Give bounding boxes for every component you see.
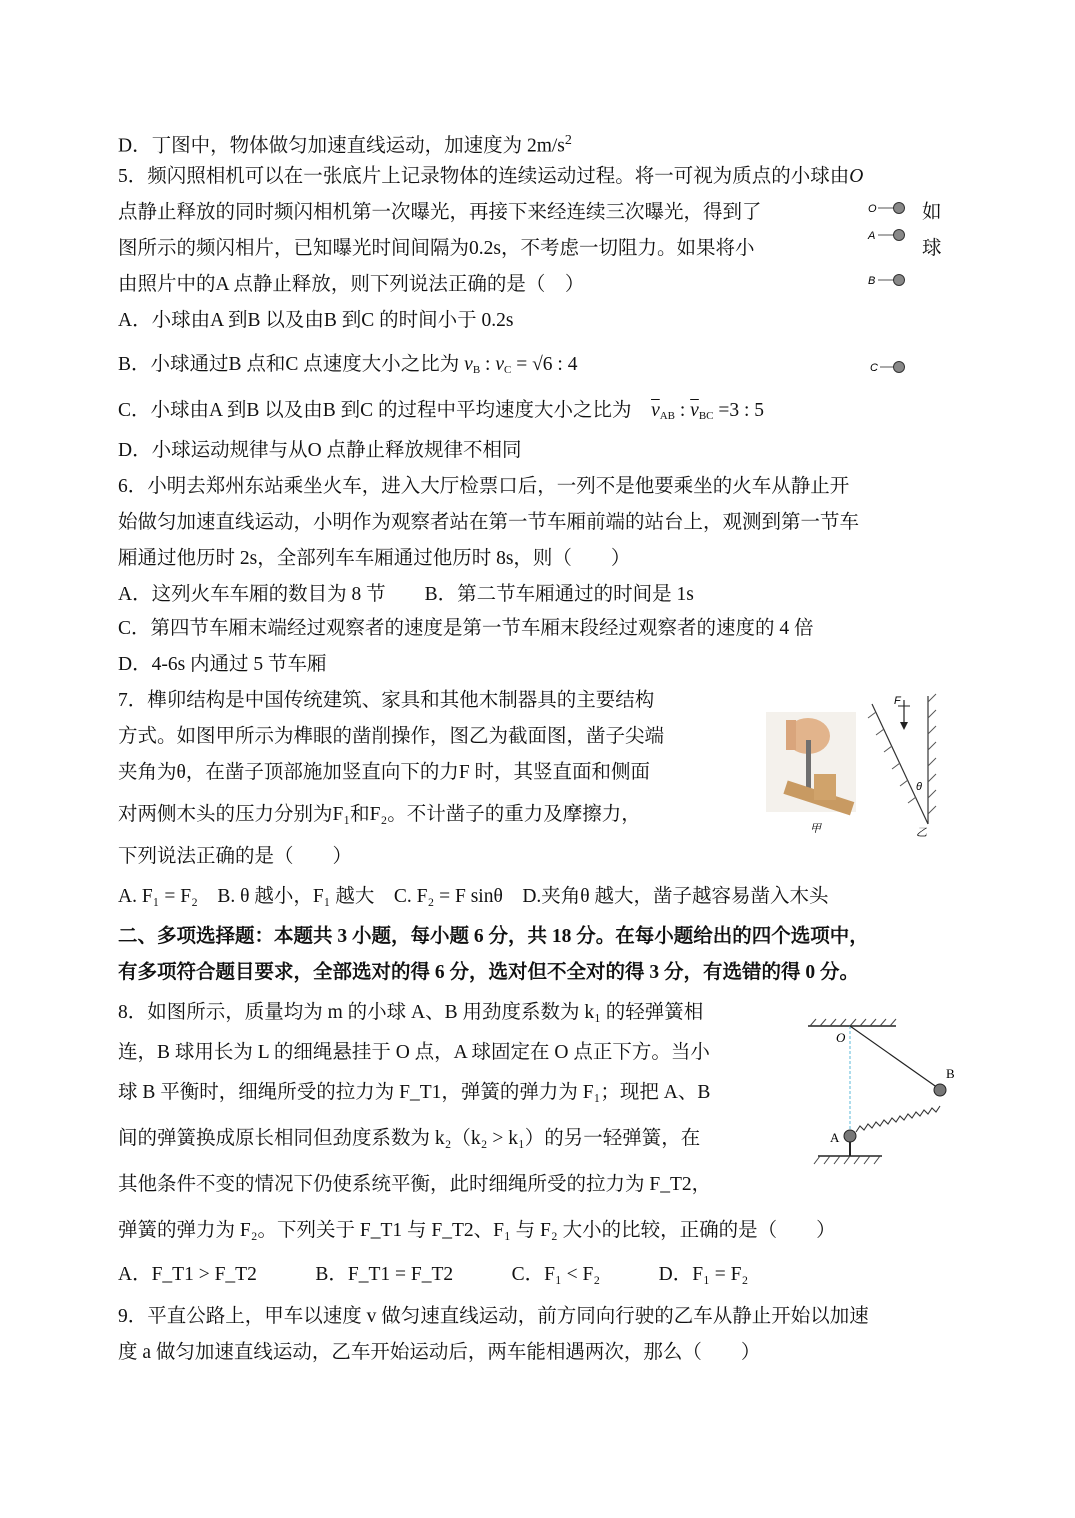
section2-heading-line-2: 有多项符合题目要求，全部选对的得 6 分，选对但不全对的得 3 分，有选错的得 0 分。 [118,962,860,983]
chisel-photo-figure [766,712,862,836]
svg-text:甲: 甲 [810,823,821,835]
q7-line-1: 7．榫卯结构是中国传统建筑、家具和其他木制器具的主要结构 [118,690,655,711]
q8-line-6: 弹簧的弹力为 F₂。下列关于 F_T1 与 F_T2、F₁ 与 F₂ 大小的比较，正确的是（ ） [118,1220,836,1241]
ball-a [844,1130,856,1142]
q5-line-2: 点静止释放的同时频闪相机第一次曝光，再接下来经连续三次曝光，得到了 [118,202,762,223]
svg-text:A: A [830,1130,840,1145]
svg-text:A: A [868,230,876,242]
q5-option-d: D．小球运动规律与从O 点静止释放规律不相同 [118,440,522,461]
svg-text:B: B [946,1066,955,1081]
q5-line-2-tail: 如 [922,202,942,223]
q9-line-2: 度 a 做匀加速直线运动，乙车开始运动后，两车能相遇两次，那么（ ） [118,1342,761,1363]
q8-line-5: 其他条件不变的情况下仍使系统平衡，此时细绳所受的拉力为 F_T2， [118,1174,712,1195]
q6-option-d: D．4-6s 内通过 5 节车厢 [118,654,327,675]
q8-line-2: 连，B 球用长为 L 的细绳悬挂于 O 点，A 球固定在 O 点正下方。当小 [118,1042,710,1063]
chisel-blade [806,740,811,792]
svg-text:乙: 乙 [916,827,927,839]
chisel-section-figure [866,692,938,840]
q8-line-3: 球 B 平衡时，细绳所受的拉力为 F_T1，弹簧的弹力为 F₁；现把 A、B [118,1082,711,1103]
q7-line-3: 夹角为θ，在凿子顶部施加竖直向下的力F 时，其竖直面和侧面 [118,762,651,783]
ball-b [934,1084,946,1096]
q9-line-1: 9．平直公路上，甲车以速度 v 做匀速直线运动，前方同向行驶的乙车从静止开始以加速 [118,1306,869,1327]
q5-option-a: A．小球由A 到B 以及由B 到C 的时间小于 0.2s [118,310,514,331]
q6-line-3: 厢通过他历时 2s，全部列车车厢通过他历时 8s，则（ ） [118,548,631,569]
q8-options: A．F_T1 > F_T2 B．F_T1 = F_T2 C．F₁ < F₂ D．F₁ = F₂ [118,1264,749,1285]
svg-text:O: O [868,203,877,215]
q5-line-3: 图所示的频闪相片，已知曝光时间间隔为0.2s，不考虑一切阻力。如果将小 [118,238,755,259]
ball-o [868,203,905,216]
q6-line-1: 6．小明去郑州东站乘坐火车，进入大厅检票口后，一列不是他要乘坐的火车从静止开 [118,476,850,497]
q5-line-4: 由照片中的A 点静止释放，则下列说法正确的是（ ） [118,274,585,295]
q7-line-2: 方式。如图甲所示为榫眼的凿削操作，图乙为截面图，凿子尖端 [118,726,665,747]
svg-text:C: C [870,362,878,374]
svg-text:F: F [894,695,901,707]
q5-line-3-tail: 球 [922,238,942,259]
ball-a [867,230,905,243]
string [850,1026,938,1088]
section2-heading-line-1: 二、多项选择题：本题共 3 小题，每小题 6 分，共 18 分。在每小题给出的四个选项中， [118,926,869,947]
q6-option-c: C．第四节车厢末端经过观察者的速度是第一节车厢末段经过观察者的速度的 4 倍 [118,618,814,639]
svg-text:O: O [836,1030,846,1045]
q8-line-4: 间的弹簧换成原长相同但劲度系数为 k₂（k₂ > k₁）的另一轻弹簧，在 [118,1128,701,1149]
spring [856,1106,940,1132]
q6-line-2: 始做匀加速直线运动，小明作为观察者站在第一节车厢前端的站台上，观测到第一节车 [118,512,860,533]
q7-line-4: 对两侧木头的压力分别为F₁和F₂。不计凿子的重力及摩擦力， [118,804,641,825]
q5-option-c: C．小球由A 到B 以及由B 到C 的过程中平均速度大小之比为 $\overline{v}_{AB}$ : $\overline{v}_{BC} =3$ : 5 [118,400,765,422]
q7-line-5: 下列说法正确的是（ ） [118,846,353,867]
q5-option-b: B．小球通过B 点和C 点速度大小之比为 $v_B$ : $v_C = √6$ : 4 [118,354,578,376]
svg-text:θ: θ [916,781,922,793]
q5-line-1: 5．频闪照相机可以在一张底片上记录物体的连续运动过程。将一可视为质点的小球由O [118,166,864,187]
svg-text:B: B [868,275,876,287]
ball-b [868,275,905,288]
q4-option-d: D．丁图中，物体做匀加速直线运动，加速度为 $2m/s^2$ [118,133,572,157]
q6-options-ab: A．这列火车车厢的数目为 8 节 B．第二节车厢通过的时间是 1s [118,584,694,605]
strobe-photo-figure [866,196,910,376]
ball-c [870,362,905,375]
q8-line-1: 8．如图所示，质量均为 m 的小球 A、B 用劲度系数为 k₁ 的轻弹簧相 [118,1002,704,1023]
spring-pendulum-figure [800,1016,960,1170]
q7-options: A. F₁ = F₂ B. θ 越小，F₁ 越大 C. F₂ = F sinθ D.夹角θ 越大，凿子越容易凿入木头 [118,886,829,907]
